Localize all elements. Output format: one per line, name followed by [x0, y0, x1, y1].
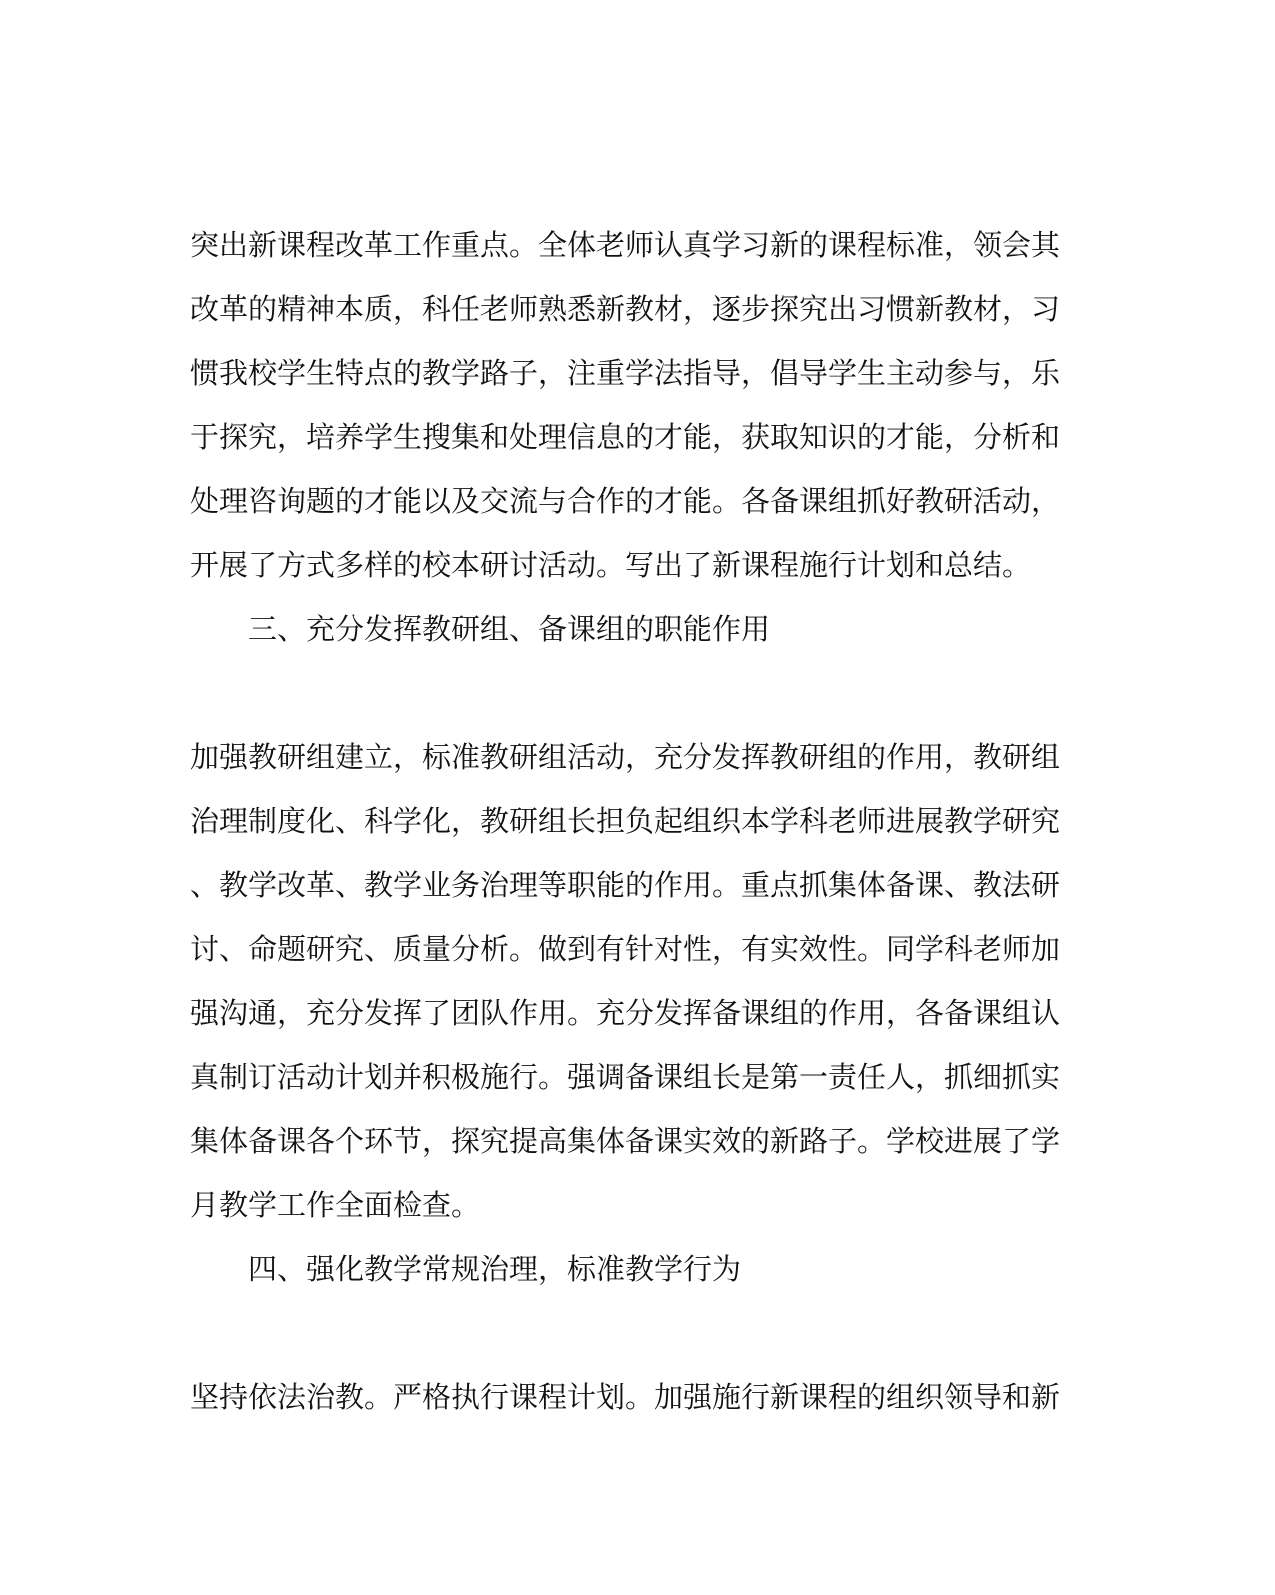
section-heading-3: 三、充分发挥教研组、备课组的职能作用	[248, 612, 771, 646]
section-heading-4: 四、强化教学常规治理，标准教学行为	[248, 1252, 742, 1286]
paragraph-line: 集体备课各个环节，探究提高集体备课实效的新路子。学校进展了学	[190, 1124, 1060, 1158]
paragraph-line: 开展了方式多样的校本研讨活动。写出了新课程施行计划和总结。	[190, 548, 1032, 582]
paragraph-line: 突出新课程改革工作重点。全体老师认真学习新的课程标准，领会其	[190, 228, 1060, 262]
paragraph-line: 改革的精神本质，科任老师熟悉新教材，逐步探究出习惯新教材，习	[190, 292, 1060, 326]
paragraph-line: 处理咨询题的才能以及交流与合作的才能。各备课组抓好教研活动，	[190, 484, 1060, 518]
paragraph-line: 坚持依法治教。严格执行课程计划。加强施行新课程的组织领导和新	[190, 1380, 1060, 1414]
paragraph-line: 治理制度化、科学化，教研组长担负起组织本学科老师进展教学研究	[190, 804, 1060, 838]
paragraph-line: 惯我校学生特点的教学路子，注重学法指导，倡导学生主动参与，乐	[190, 356, 1060, 390]
paragraph-line: 月教学工作全面检查。	[190, 1188, 481, 1222]
paragraph-line: 真制订活动计划并积极施行。强调备课组长是第一责任人，抓细抓实	[190, 1060, 1060, 1094]
paragraph-line: 加强教研组建立，标准教研组活动，充分发挥教研组的作用，教研组	[190, 740, 1060, 774]
paragraph-line: 、教学改革、教学业务治理等职能的作用。重点抓集体备课、教法研	[190, 868, 1060, 902]
paragraph-line: 于探究，培养学生搜集和处理信息的才能，获取知识的才能，分析和	[190, 420, 1060, 454]
paragraph-line: 强沟通，充分发挥了团队作用。充分发挥备课组的作用，各备课组认	[190, 996, 1060, 1030]
paragraph-line: 讨、命题研究、质量分析。做到有针对性，有实效性。同学科老师加	[190, 932, 1060, 966]
